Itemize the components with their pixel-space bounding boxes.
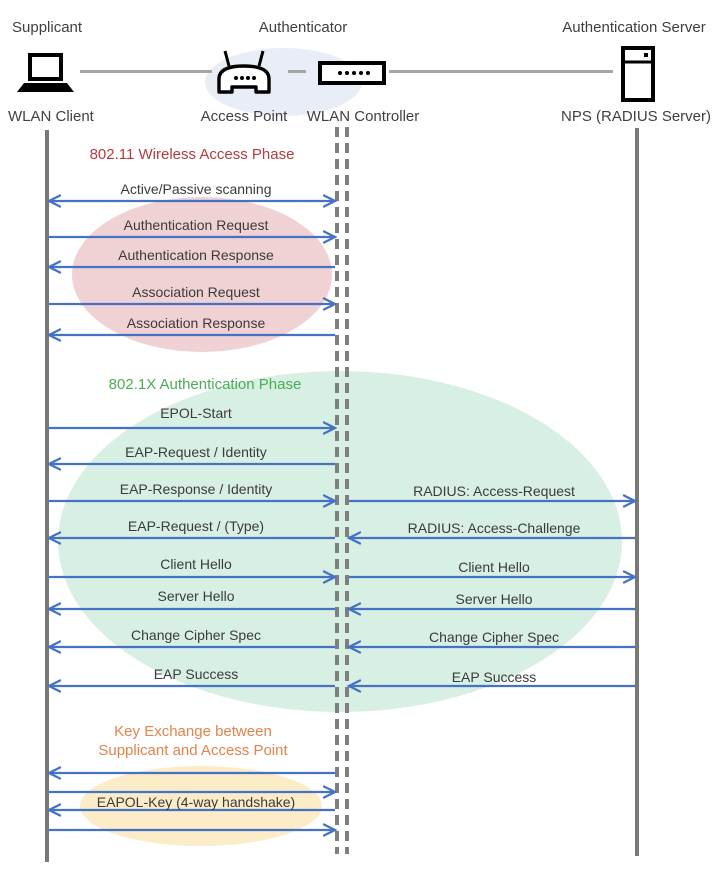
message-label: Authentication Request: [123, 217, 269, 233]
phase-title-dot1x: 802.1X Authentication Phase: [108, 376, 302, 393]
role-supplicant: Supplicant: [12, 19, 83, 36]
message-label: EAP-Response / Identity: [119, 481, 273, 497]
message-label: Client Hello: [160, 556, 232, 572]
role-authentication-server: Authentication Server: [562, 19, 706, 36]
message-label: Association Request: [132, 284, 260, 300]
message-label: EAP-Request / (Type): [127, 518, 265, 534]
message-label: Server Hello: [455, 591, 533, 607]
message-label: Change Cipher Spec: [131, 627, 261, 643]
message-label: Active/Passive scanning: [120, 181, 272, 197]
message-label: RADIUS: Access-Challenge: [407, 520, 581, 536]
device-access-point: Access Point: [200, 108, 288, 125]
message-label: EPOL-Start: [160, 405, 232, 421]
phase-title-wireless: 802.11 Wireless Access Phase: [89, 146, 295, 163]
device-wlan-client: WLAN Client: [8, 108, 94, 125]
message-label: Client Hello: [458, 559, 530, 575]
message-label: EAP-Request / Identity: [125, 444, 267, 460]
role-authenticator: Authenticator: [258, 19, 348, 36]
message-label: Change Cipher Spec: [429, 629, 559, 645]
device-wlan-controller: WLAN Controller: [306, 108, 420, 125]
message-label: Association Response: [126, 315, 266, 331]
phase-title-key-exchange-line2: Supplicant and Access Point: [98, 742, 288, 759]
device-nps: NPS (RADIUS Server): [560, 108, 712, 125]
message-label: RADIUS: Access-Request: [413, 483, 575, 499]
phase-title-key-exchange-line1: Key Exchange between: [114, 723, 272, 740]
message-label: Authentication Response: [118, 247, 274, 263]
message-label: EAP Success: [153, 666, 239, 682]
message-label: EAP Success: [451, 669, 537, 685]
message-label: EAPOL-Key (4-way handshake): [96, 794, 296, 810]
message-label: Server Hello: [157, 588, 235, 604]
